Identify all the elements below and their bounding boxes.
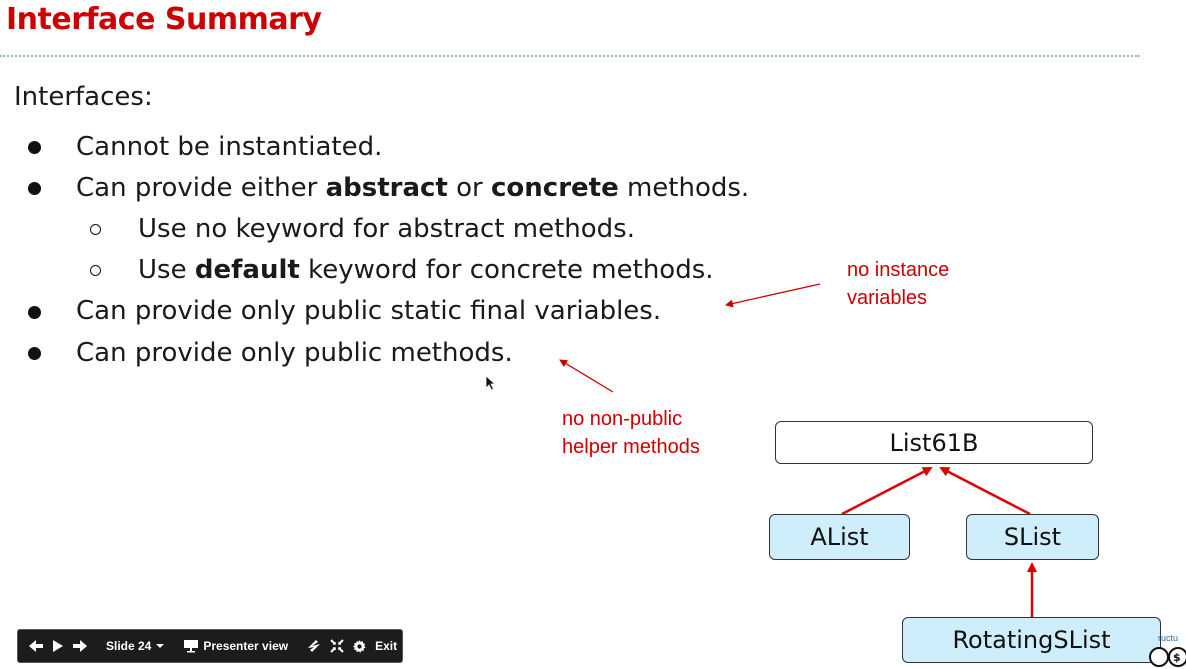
sub-bullet-2 bbox=[138, 255, 714, 285]
slide-title: Interface Summary bbox=[6, 2, 322, 37]
bullet-2-pre: Can provide either bbox=[76, 173, 326, 203]
gear-icon bbox=[352, 639, 367, 654]
intro-text: Interfaces: bbox=[14, 82, 153, 112]
bullet-dot bbox=[28, 306, 41, 319]
arrow-right-icon bbox=[72, 639, 88, 653]
inherit-arrow-alist bbox=[842, 468, 931, 514]
title-divider bbox=[0, 55, 1140, 57]
annotation-arrow-instance bbox=[726, 284, 820, 305]
bullet-2-post: methods. bbox=[618, 173, 750, 203]
annotation-arrow-helper bbox=[560, 360, 613, 392]
sub-bullet-2-pre: Use bbox=[138, 255, 195, 285]
previous-slide-button[interactable] bbox=[24, 633, 48, 659]
box-rotatingslist bbox=[902, 617, 1161, 663]
bullet-3: Can provide only public static final variables. bbox=[76, 296, 662, 326]
bullet-dot bbox=[28, 141, 41, 154]
creative-commons-icon bbox=[1143, 633, 1186, 669]
sub-bullet-ring bbox=[90, 224, 101, 235]
settings-button[interactable] bbox=[348, 633, 371, 659]
bullet-4: Can provide only public methods. bbox=[76, 338, 513, 368]
slide-number-dropdown[interactable] bbox=[102, 633, 169, 659]
presenter-icon bbox=[183, 639, 199, 653]
chevron-down-icon bbox=[155, 642, 165, 650]
box-rotatingslist-label: RotatingSList bbox=[952, 626, 1111, 654]
box-slist-label: SList bbox=[1003, 523, 1062, 551]
slide-number-label: Slide 24 bbox=[106, 639, 152, 653]
bullet-2-mid: or bbox=[447, 173, 491, 203]
note-no-helper-methods: no non-public helper methods bbox=[562, 408, 700, 458]
next-slide-button[interactable] bbox=[68, 633, 92, 659]
corner-logo bbox=[1143, 633, 1186, 669]
presenter-view-label: Presenter view bbox=[203, 639, 289, 653]
fullscreen-icon bbox=[330, 639, 344, 653]
bullet-2 bbox=[76, 173, 749, 203]
box-list61b-label: List61B bbox=[889, 428, 979, 457]
sub-bullet-ring bbox=[90, 265, 101, 276]
bullet-dot bbox=[28, 347, 41, 360]
laser-pointer-button[interactable] bbox=[302, 633, 326, 659]
sub-bullet-1: Use no keyword for abstract methods. bbox=[138, 214, 635, 244]
box-alist-label: AList bbox=[810, 523, 869, 551]
bullet-2-abstract: abstract bbox=[325, 173, 448, 203]
laser-pointer-icon bbox=[306, 638, 322, 654]
svg-text:$: $ bbox=[1173, 651, 1181, 664]
bullet-1: Cannot be instantiated. bbox=[76, 132, 383, 162]
mouse-cursor-icon bbox=[485, 375, 497, 395]
box-list61b bbox=[775, 421, 1093, 464]
slideshow-toolbar bbox=[17, 629, 403, 663]
sub-bullet-2-post: keyword for concrete methods. bbox=[299, 255, 714, 285]
box-slist bbox=[966, 514, 1099, 560]
exit-button[interactable] bbox=[371, 633, 401, 659]
exit-label: Exit bbox=[375, 639, 398, 653]
bullet-dot bbox=[28, 182, 41, 195]
box-alist bbox=[769, 514, 910, 560]
sub-bullet-2-default: default bbox=[194, 255, 300, 285]
bullet-2-concrete: concrete bbox=[491, 173, 619, 203]
fullscreen-button[interactable] bbox=[326, 633, 348, 659]
arrow-left-icon bbox=[28, 639, 44, 653]
presenter-view-button[interactable] bbox=[179, 633, 292, 659]
play-icon bbox=[52, 639, 64, 653]
corner-logo-text: ructu bbox=[1158, 633, 1179, 643]
play-button[interactable] bbox=[48, 633, 68, 659]
inherit-arrow-slist bbox=[941, 468, 1030, 514]
note-no-instance-variables: no instance variables bbox=[847, 259, 950, 309]
